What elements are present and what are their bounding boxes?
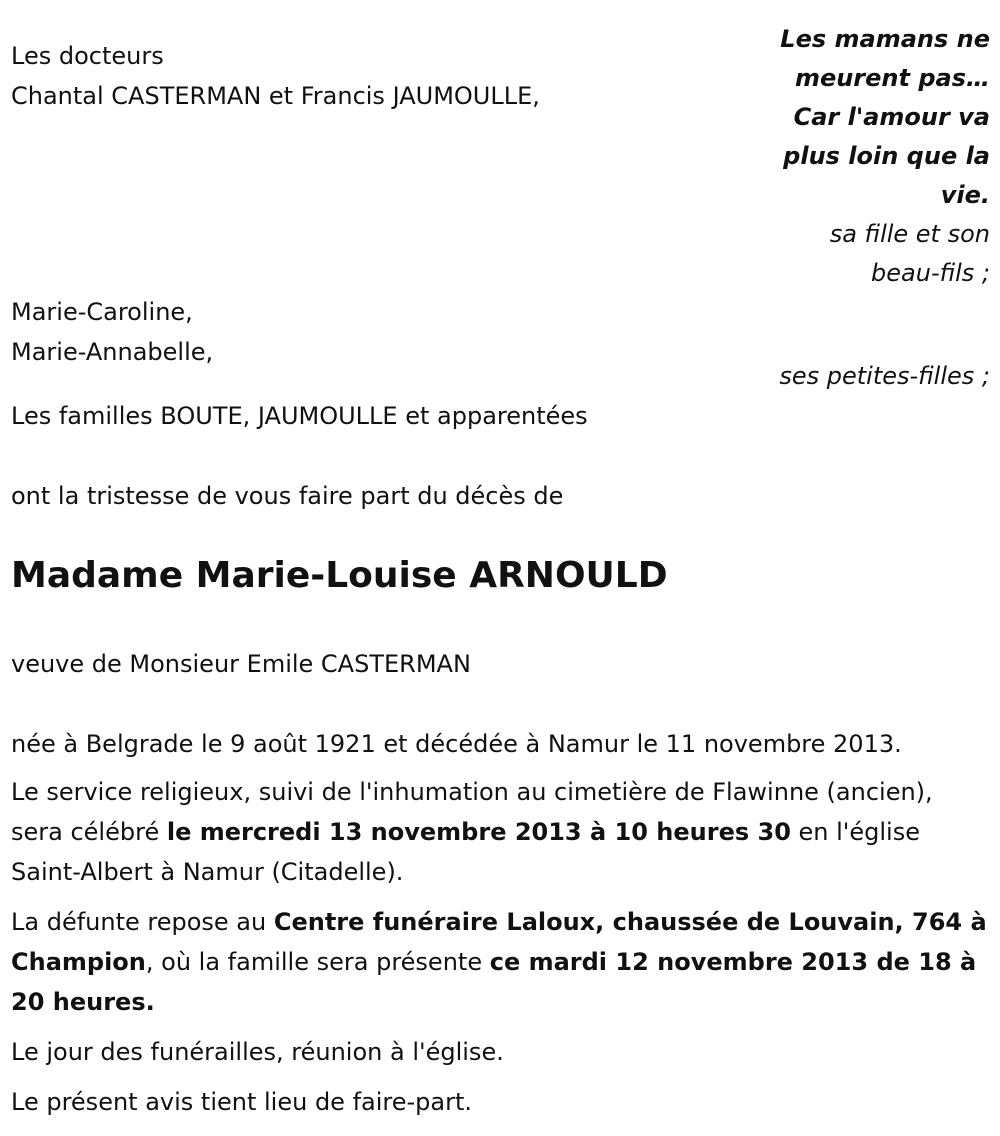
- announcement-line: ont la tristesse de vous faire part du décès de: [11, 482, 564, 510]
- quote-line: plus loin que la: [783, 142, 990, 170]
- service-text: Le service religieux, suivi de l'inhumation au cimetière de Flawinne (ancien), sera célébré: [11, 778, 933, 846]
- repose-paragraph: [11, 902, 991, 1022]
- quote-line: vie.: [940, 181, 990, 209]
- relation-daughter: sa fille et son: [829, 220, 990, 248]
- relation-son-in-law: beau-fils ;: [871, 259, 990, 287]
- repose-text: La défunte repose au: [11, 908, 274, 936]
- header-block: [11, 36, 540, 116]
- widow-of-line: veuve de Monsieur Emile CASTERMAN: [11, 650, 471, 678]
- service-date: le mercredi 13 novembre 2013 à 10 heures 30: [166, 818, 791, 846]
- notice-line: Le présent avis tient lieu de faire-part.: [11, 1088, 473, 1116]
- quote-line: Les mamans ne: [780, 25, 990, 53]
- service-paragraph: [11, 772, 991, 892]
- granddaughters-block: [11, 292, 213, 372]
- relation-granddaughters: ses petites-filles ;: [779, 362, 990, 390]
- repose-time: ce mardi 12 novembre 2013 de 18 à 20 heures.: [11, 948, 977, 1016]
- meeting-line: Le jour des funérailles, réunion à l'église.: [11, 1038, 504, 1066]
- granddaughter-name: Marie-Annabelle,: [11, 338, 214, 366]
- granddaughter-name: Marie-Caroline,: [11, 298, 193, 326]
- quote-block: [770, 20, 990, 293]
- deceased-name: Madame Marie-Louise ARNOULD: [11, 555, 668, 596]
- repose-place: Centre funéraire Laloux, chaussée de Louvain, 764 à Champion: [11, 908, 987, 976]
- service-location: en l'église Saint-Albert à Namur (Citadelle).: [11, 818, 920, 886]
- families-line: Les familles BOUTE, JAUMOULLE et apparentées: [11, 402, 588, 430]
- header-line-1: Les docteurs: [11, 42, 164, 70]
- birth-death-line: née à Belgrade le 9 août 1921 et décédée à Namur le 11 novembre 2013.: [11, 730, 902, 758]
- header-line-2: Chantal CASTERMAN et Francis JAUMOULLE,: [11, 82, 540, 110]
- quote-line: Car l'amour va: [793, 103, 990, 131]
- quote-line: meurent pas…: [794, 64, 990, 92]
- repose-text-middle: , où la famille sera présente: [145, 948, 490, 976]
